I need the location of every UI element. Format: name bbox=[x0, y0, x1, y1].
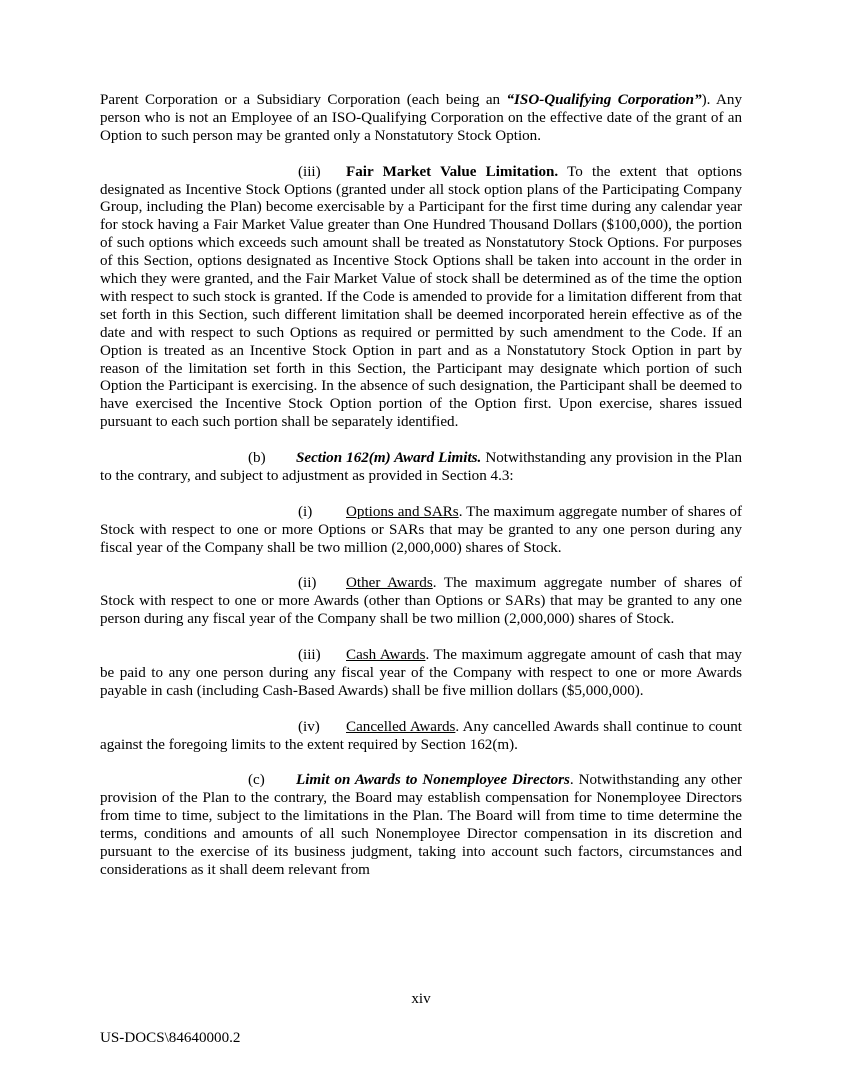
paragraph-iso-qualifying: Parent Corporation or a Subsidiary Corporation (each being an “ISO-Qualifying Corporation”). Any person who is not an Employee of an ISO-Qualifying Corporation on the effective date of the grant of an Option to such person may be granted only a Nonstatutory Stock Option. bbox=[100, 92, 743, 144]
section-number: (iv) bbox=[298, 718, 320, 735]
defined-term-iso-qualifying: “ISO-Qualifying Corporation” bbox=[506, 92, 702, 108]
paragraph-cash-awards: (iii) Cash Awards. The maximum aggregate amount of cash that may be paid to any one person during any fiscal year of the Company with respect to one or more Awards payable in cash (including Cash-Based Awards) shall be five million dollars ($5,000,000). bbox=[100, 647, 742, 699]
section-number: (i) bbox=[298, 503, 313, 520]
paragraph-section-162m-award-limits: (b) Section 162(m) Award Limits. Notwithstanding any provision in the Plan to the contrary, and subject to adjustment as provided in Section 4.3: bbox=[100, 450, 742, 484]
section-number: (iii) bbox=[298, 647, 321, 664]
section-number: (c) bbox=[248, 772, 265, 789]
section-number: (ii) bbox=[298, 575, 317, 592]
section-number: (b) bbox=[248, 450, 266, 467]
section-heading: Other Awards bbox=[346, 575, 433, 592]
section-heading: Fair Market Value Limitation. bbox=[346, 163, 559, 180]
paragraph-options-and-sars: (i) Options and SARs. The maximum aggregate number of shares of Stock with respect to one or more Options or SARs that may be granted to any one person during any fiscal year of the Company shall be two million (2,000,000) shares of Stock. bbox=[100, 503, 742, 556]
paragraph-other-awards: (ii) Other Awards. The maximum aggregate number of shares of Stock with respect to one or more Awards (other than Options or SARs) that may be granted to any one person during any fiscal year of the Company shall be two million (2,000,000) shares of Stock. bbox=[100, 575, 742, 628]
paragraph-fair-market-value-limitation: (iii) Fair Market Value Limitation. To the extent that options designated as Incentive Stock Options (granted under all stock option plans of the Participating Company Group, including the Plan) become exercisable by a Participant for the first time during any calendar year for stock having a Fair Market Value greater than One Hundred Thousand Dollars ($100,000), the portion of such options which exceeds such amount shall be treated as Nonstatutory Stock Options. For purposes of this Section, options designated as Incentive Stock Options shall be taken into account in the order in which they were granted, and the Fair Market Value of stock shall be determined as of the time the option with respect to such stock is granted. If the Code is amended to provide for a limitation different from that set forth in this Section, such different limitation shall be deemed incorporated herein effective as of the date and with respect to such Options as required or permitted by such amendment to the Code. If an Option is treated as an Incentive Stock Option in part and as a Nonstatutory Stock Option in part by reason of the limitation set forth in this Section, the Participant may designate which portion of such Option the Participant is exercising. In the absence of such designation, the Participant shall be deemed to have exercised the Incentive Stock Option portion of the Option first. Upon exercise, shares issued pursuant to each such portion shall be separately identified. bbox=[100, 163, 742, 431]
section-heading: Section 162(m) Award Limits. bbox=[296, 450, 482, 467]
section-number: (iii) bbox=[298, 163, 321, 180]
page-number: xiv bbox=[411, 991, 431, 1007]
section-heading: Limit on Awards to Nonemployee Directors bbox=[296, 772, 570, 789]
document-id: US-DOCS\84640000.2 bbox=[100, 1030, 241, 1046]
paragraph-nonemployee-directors: (c) Limit on Awards to Nonemployee Directors. Notwithstanding any other provision of the Plan to the contrary, the Board may establish compensation for Nonemployee Directors from time to time, subject to the limitations in the Plan. The Board will from time to time determine the terms, conditions and amounts of all such Nonemployee Director compensation in its discretion and pursuant to the exercise of its business judgment, taking into account such factors, circumstances and considerations as it shall deem relevant from bbox=[100, 772, 742, 878]
section-heading: Cash Awards bbox=[346, 647, 426, 664]
paragraph-cancelled-awards: (iv) Cancelled Awards. Any cancelled Awards shall continue to count against the foregoing limits to the extent required by Section 162(m). bbox=[100, 718, 742, 753]
document-body bbox=[100, 92, 742, 880]
section-heading: Cancelled Awards bbox=[346, 718, 456, 735]
section-heading: Options and SARs bbox=[346, 503, 459, 520]
